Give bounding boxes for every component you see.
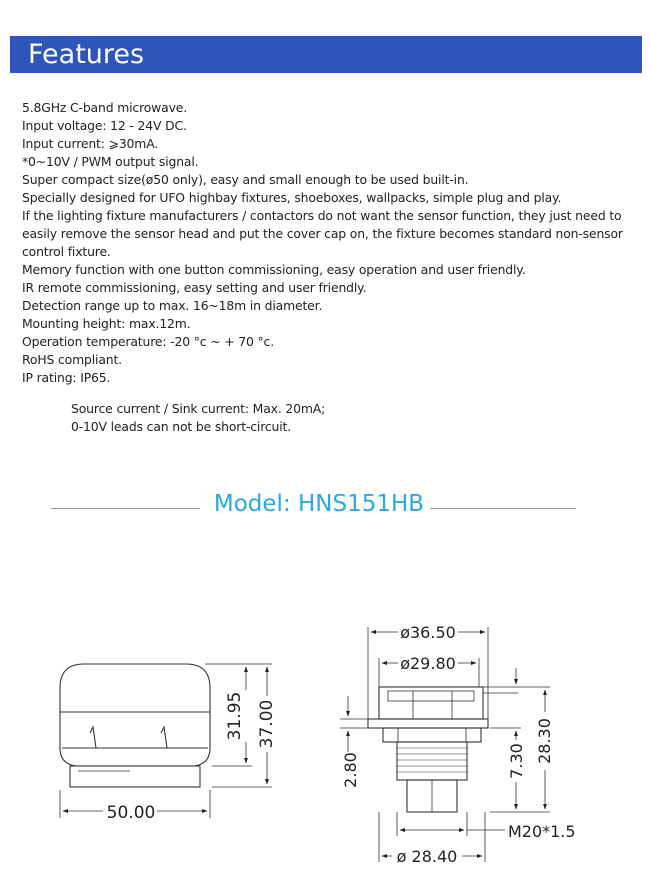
feature-item: IR remote commissioning, easy setting and user friendly.	[22, 280, 367, 295]
feature-item: 5.8GHz C-band microwave.	[22, 100, 188, 115]
dim-outer-diameter: ø36.50	[400, 623, 456, 642]
dim-thread-spec: M20*1.5	[508, 822, 576, 841]
feature-item: Memory function with one button commissioning, easy operation and user friendly.	[22, 262, 526, 277]
feature-item: IP rating: IP65.	[22, 370, 111, 385]
note-line: 0-10V leads can not be short-circuit.	[71, 419, 292, 434]
feature-item: Specially designed for UFO highbay fixtures, shoeboxes, wallpacks, simple plug and play.	[22, 190, 562, 205]
side-view-sensor	[368, 687, 518, 812]
dim-front-height-inner: 31.95	[225, 691, 245, 741]
feature-item: Input current: ⩾30mA.	[22, 136, 159, 151]
feature-item: Super compact size(ø50 only), easy and small enough to be used built-in.	[22, 172, 469, 187]
front-view-sensor	[60, 664, 210, 787]
feature-item: Operation temperature: -20 °c ~ + 70 °c.	[22, 334, 275, 349]
feature-item: Mounting height: max.12m.	[22, 316, 191, 331]
dim-front-height-total: 37.00	[257, 699, 277, 749]
feature-item: Detection range up to max. 16~18m in diameter.	[22, 298, 323, 313]
dim-base-diameter: ø 28.40	[396, 847, 458, 866]
note-line: Source current / Sink current: Max. 20mA;	[71, 401, 326, 416]
dim-flange-thickness: 2.80	[341, 752, 360, 788]
feature-item: If the lighting fixture manufacturers / contactors do not want the sensor function, they just need to easily remove the sensor head and put the cover cap on, the fixture becomes standard non-sensor control fixture.	[22, 208, 623, 259]
feature-item: Input voltage: 12 - 24V DC.	[22, 118, 187, 133]
dim-front-width: 50.00	[106, 803, 156, 823]
dim-thread-height: 7.30	[507, 743, 526, 779]
section-title: Features	[28, 39, 145, 70]
feature-item: *0~10V / PWM output signal.	[22, 154, 199, 169]
feature-item: RoHS compliant.	[22, 352, 122, 367]
dim-side-height: 28.30	[535, 718, 554, 764]
model-title: Model: HNS151HB	[213, 491, 425, 517]
dim-inner-diameter: ø29.80	[400, 654, 456, 673]
